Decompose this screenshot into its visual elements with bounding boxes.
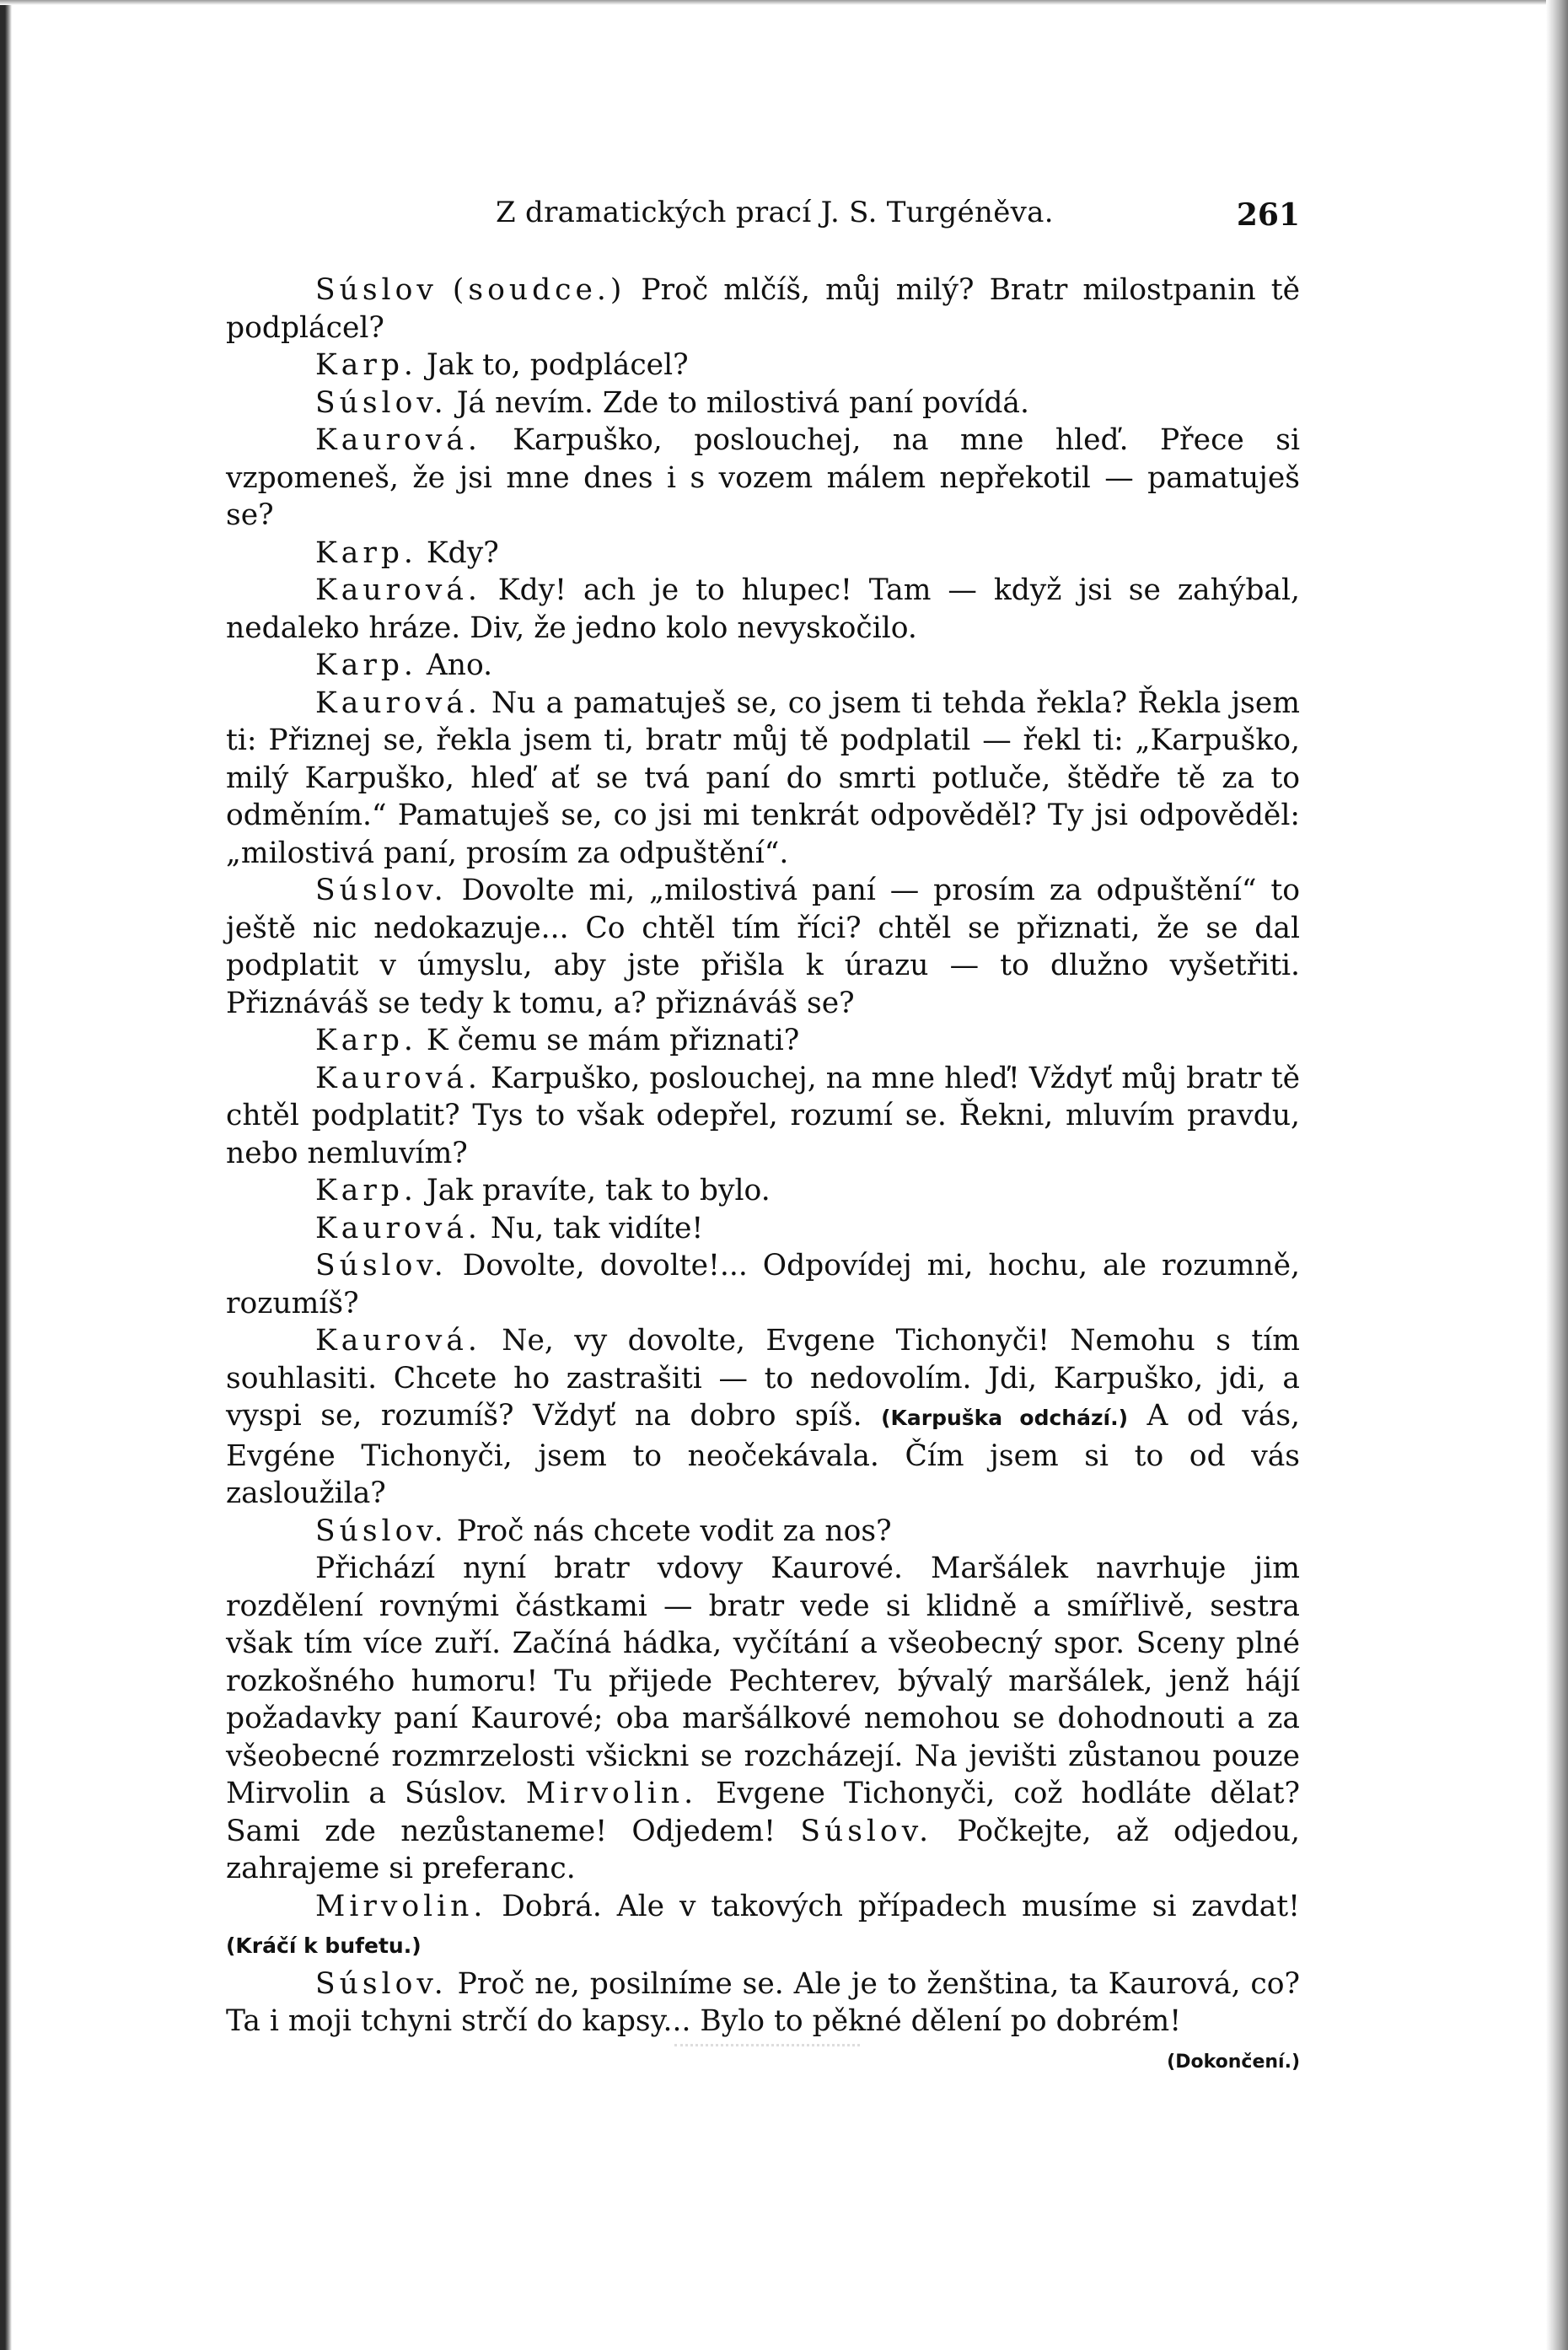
paragraph	[226, 872, 1300, 1022]
dialogue-text: Karpuško, poslouchej, na mne hleď. Přece si vzpomeneš, že jsi mne dnes i s vozem málem nepřekotil — pamatuješ se?	[226, 423, 1300, 532]
dialogue-text: Dovolte mi, „milostivá paní — prosím za odpuštění“ to ještě nic nedokazuje... Co chtěl tím říci? chtěl se přiznati, že se dal podplatit v úmyslu, aby jste přišla k úrazu — to dlužno vyšetřiti. Přiznáváš se tedy k tomu, a? přiznáváš se?	[226, 874, 1300, 1020]
speaker-name: Karp.	[315, 535, 417, 570]
closing-note: (Dokončení.)	[1167, 2051, 1300, 2073]
speaker-name: Súslov.	[800, 1814, 933, 1848]
dialogue-text: Já nevím. Zde to milostivá paní povídá.	[447, 385, 1029, 420]
dialogue-text: Kdy! ach je to hlupec! Tam — když jsi se zahýbal, nedaleko hráze. Div, že jedno kolo nevyskočilo.	[226, 573, 1300, 645]
speaker-name: Kaurová.	[315, 1324, 481, 1358]
speaker-name: Súslov.	[315, 1966, 448, 2001]
narrative-paragraph	[226, 1550, 1300, 1888]
speaker-name: Karp.	[315, 1174, 417, 1207]
speaker-name: Mirvolin.	[525, 1777, 698, 1810]
stage-direction: (Kráčí k bufetu.)	[226, 1933, 422, 1958]
page-number: 261	[1236, 197, 1300, 233]
paragraph	[226, 685, 1300, 873]
paragraph	[226, 1966, 1300, 2073]
speaker-name: Kaurová.	[315, 1211, 481, 1245]
paragraph	[226, 1247, 1300, 1322]
dialogue-text: Dovolte, dovolte!... Odpovídej mi, hochu, ale rozumně, rozumíš?	[226, 1249, 1300, 1320]
scan-edge-left	[0, 0, 12, 2350]
paragraph	[226, 647, 1300, 685]
speaker-name: Kaurová.	[315, 1061, 481, 1095]
speaker-name: Kaurová.	[315, 686, 481, 720]
narrative-text: Přichází nyní bratr vdovy Kaurové. Maršálek navrhuje jim rozdělení rovnými částkami — bratr vede si klidně a smířlivě, sestra však tím více zuří. Začíná hádka, vyčítání a všeobecný spor. Sceny plné rozkošného humoru! Tu přijede Pechterev, bývalý maršálek, jenž hájí požadavky paní Kaurové; oba maršálkové nemohou se dohodnouti a za všeobecné rozmrzelosti všickni se rozcházejí. Na jevišti zůstanou pouze Mirvolin a Súslov.	[226, 1551, 1300, 1810]
dialogue-text: Evgene Tichonyči, což hodláte dělat? Sami zde nezůstaneme! Odjedem!	[226, 1777, 1300, 1848]
paragraph	[226, 1210, 1300, 1248]
paragraph	[226, 1022, 1300, 1060]
paragraph	[226, 384, 1300, 422]
paragraph	[226, 1060, 1300, 1173]
dialogue-text: Počkejte, až odjedou, zahrajeme si preferanc.	[226, 1814, 1301, 1885]
dialogue-text: Karpuško, poslouchej, na mne hleď! Vždyť můj bratr tě chtěl podplatit? Tys to však odepřel, rozumí se. Řekni, mluvím pravdu, nebo nemluvím?	[226, 1061, 1300, 1170]
paragraph	[226, 1888, 1300, 1966]
dialogue-text: Proč ne, posilníme se. Ale je to ženština, ta Kaurová, co? Ta i moji tchyni strčí do kapsy... Bylo to pěkné dělení po dobrém!	[226, 1966, 1300, 2038]
dialogue-text: Ne, vy dovolte, Evgene Tichonyči! Nemohu s tím souhlasiti. Chcete ho zastrašiti — to nedovolím. Jdi, Karpuško, jdi, a vyspi se, rozumíš? Vždyť na dobro spíš.	[226, 1324, 1300, 1433]
paragraph	[226, 272, 1300, 347]
dialogue-text: Proč nás chcete vodit za nos?	[447, 1514, 892, 1548]
paragraph	[226, 422, 1300, 535]
speaker-name: Súslov.	[315, 1249, 448, 1283]
dialogue-text: Jak pravíte, tak to bylo.	[416, 1174, 771, 1207]
speaker-name: Kaurová.	[315, 423, 481, 457]
speaker-name: Súslov.	[315, 874, 448, 907]
speaker-name: Súslov.	[315, 1514, 448, 1548]
dialogue-text: Kdy?	[416, 535, 499, 570]
dialogue-text: A od vás, Evgéne Tichonyči, jsem to neočekávala. Čím jsem si to od vás zasloužila?	[226, 1399, 1301, 1510]
speaker-name: Súslov	[315, 273, 438, 307]
dialogue-text: Ano.	[416, 648, 493, 682]
running-head	[226, 192, 1300, 243]
stage-direction: (soudce.)	[452, 273, 626, 307]
dialogue-text: Nu, tak vidíte!	[481, 1211, 704, 1245]
paragraph	[226, 347, 1300, 384]
body-text	[226, 272, 1300, 2081]
dialogue-text: Jak to, podplácel?	[416, 348, 689, 382]
dialogue-text: Dobrá. Ale v takových případech musíme si zavdat!	[486, 1889, 1300, 1923]
speaker-name: Karp.	[315, 348, 417, 382]
paragraph	[226, 1322, 1300, 1513]
scan-edge-top	[0, 0, 1568, 5]
running-title: Z dramatických prací J. S. Turgéněva.	[496, 196, 1054, 229]
paragraph	[226, 535, 1300, 573]
stage-direction: (Karpuška odchází.)	[881, 1406, 1128, 1430]
scan-edge-right	[1546, 0, 1568, 2350]
faint-library-stamp	[674, 2044, 860, 2055]
paragraph	[226, 1172, 1300, 1210]
dialogue-text: Proč mlčíš, můj milý? Bratr milostpanin tě podplácel?	[226, 273, 1300, 345]
paragraph	[226, 1513, 1300, 1551]
speaker-name: Karp.	[315, 1024, 417, 1057]
dialogue-text: K čemu se mám přiznati?	[416, 1024, 800, 1057]
speaker-name: Mirvolin.	[315, 1889, 487, 1923]
speaker-name: Karp.	[315, 648, 417, 682]
speaker-name: Kaurová.	[315, 573, 481, 607]
paragraph	[226, 572, 1300, 647]
speaker-name: Súslov.	[315, 385, 448, 420]
dialogue-text: Nu a pamatuješ se, co jsem ti tehda řekla? Řekla jsem ti: Přiznej se, řekla jsem ti, bratr můj tě podplatil — řekl ti: „Karpuško, milý Karpuško, hleď ať se tvá paní do smrti potluče, štědře tě za to odměním.“ Pamatuješ se, co jsi mi tenkrát odpověděl? Ty jsi odpověděl: „milostivá paní, prosím za odpuštění“.	[226, 686, 1300, 870]
